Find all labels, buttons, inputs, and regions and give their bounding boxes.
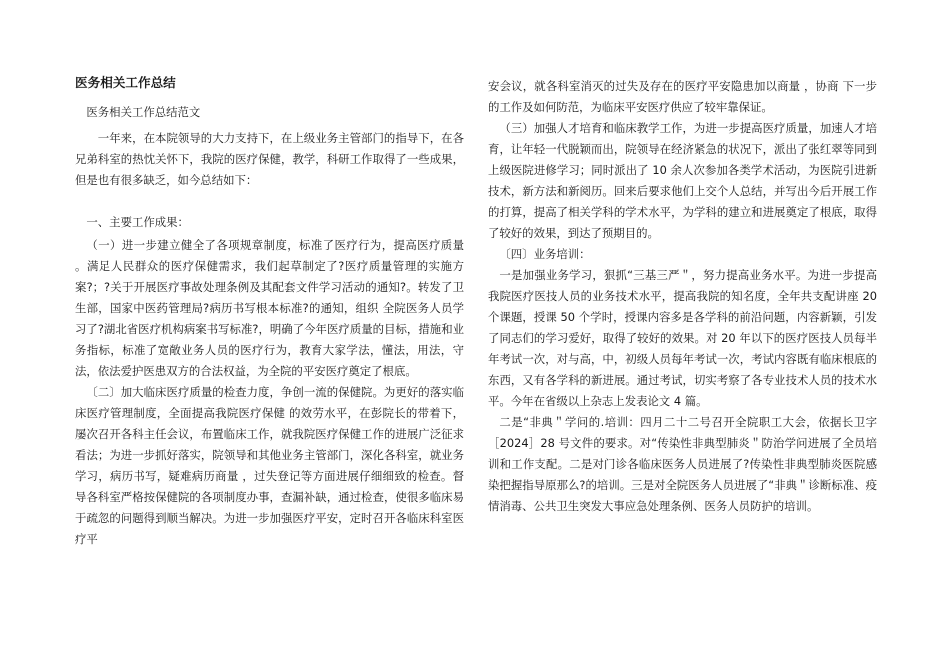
left-column	[75, 72, 464, 550]
item-1-paragraph: （一）进一步建立健全了各项规章制度，标准了医疗行为，提高医疗质量 。满足人民群众的医疗保健需求，我们起草制定了?医疗质量管理的实施方案?；?关于开展医疗事故处理条例及其配套文件学习活动的通知?。转发了卫生部，国家中医药管理局?病历书写根本标准?的通知，组织 全院医务人员学习了?湖北省医疗机构病案书写标准?，明确了今年医疗质量的目标，措施和业务指标，标准了宽敞业务人员的医疗行为，教育大家学法，懂法，用法，守法，依法爱护医患双方的合法权益，为全院的平安医疗奠定了根底。	[75, 238, 464, 378]
item-3-paragraph: （三）加强人才培育和临床教学工作，为进一步提高医疗质量，加速人才培育，让年轻一代脱颖而出，院领导在经济紧急的状况下，派出了张红翠等同到上级医院进修学习；同时派出了 10 余人次参加各类学术活动，为医院引进新技术，新方法和新阅历。回来后要求他们上交个人总结，并写出今后开展工作的打算，提高了相关学科的学术水平，为学科的建立和进展奠定了根底，取得了较好的效果，到达了预期目的。	[488, 121, 877, 240]
paragraph-gap	[75, 191, 464, 212]
section-heading: 一、主要工作成果：	[86, 215, 189, 229]
item-4-paragraph-2: 二是“非典＂学问的.培训：四月二十二号召开全院职工大会，依据长卫字［2024］28 号文件的要求。对“传染性非典型肺炎＂防治学问进展了全员培训和工作支配。二是对门诊各临床医务人员进展了?传染性非典型肺炎医院感染把握指导原那么?的培训。三是对全院医务人员进展了“非典＂诊断标准、疫情消毒、公共卫生突发大事应急处理条例、医务人员防护的培训。	[488, 415, 877, 513]
item-2-continuation: 安会议，就各科室消灭的过失及存在的医疗平安隐患加以商量 ，协商 下一步的工作及如何防范，为临床平安医疗供应了较牢靠保证。	[488, 79, 877, 114]
item-2-paragraph: 〔二〕加大临床医疗质量的检查力度，争创一流的保健院。为更好的落实临床医疗管理制度，全面提高我院医疗保健 的效劳水平，在彭院长的带着下，屡次召开各科主任会议，布置临床工作，就我院医疗保健工作的进展广泛征求看法；为进一步抓好落实，院领导和其他业务主管部门，深化各科室，就业务学习，病历书写，疑难病历商量 ，过失登记等方面进展仔细细致的检查。督导各科室严格按保健院的各项制度办事，查漏补缺，通过检查，使很多临床易于疏忽的问题得到顺当解决。为进一步加强医疗平安，定时召开各临床科室医疗平	[75, 385, 464, 546]
right-column	[488, 76, 877, 517]
item-4-heading: 〔四〕业务培训：	[499, 247, 591, 261]
item-4-paragraph-1: 一是加强业务学习，狠抓“三基三严＂，努力提高业务水平。为进一步提高我院医疗医技人员的业务技术水平，提高我院的知名度，全年共支配讲座 20 个课题，授课 50 个学时，授课内容多是各学科的前沿问题，内容新颖，引发了同志们的学习爱好，取得了较好的效果。对 20 年以下的医疗医技人员每半年考试一次，对与高，中，初级人员每年考试一次，考试内容既有临床根底的东西，又有各学科的新进展。通过考试，切实考察了各专业技术人员的技术水平。今年在省级以上杂志上发表论文 4 篇。	[488, 268, 877, 408]
intro-paragraph: 一年来，在本院领导的大力支持下，在上级业务主管部门的指导下，在各兄弟科室的热忱关怀下，我院的医疗保健，教学，科研工作取得了一些成果，但是也有很多缺乏，如今总结如下：	[75, 131, 464, 187]
document-subtitle: 医务相关工作总结范文	[86, 105, 201, 119]
document-title: 医务相关工作总结	[75, 75, 176, 90]
